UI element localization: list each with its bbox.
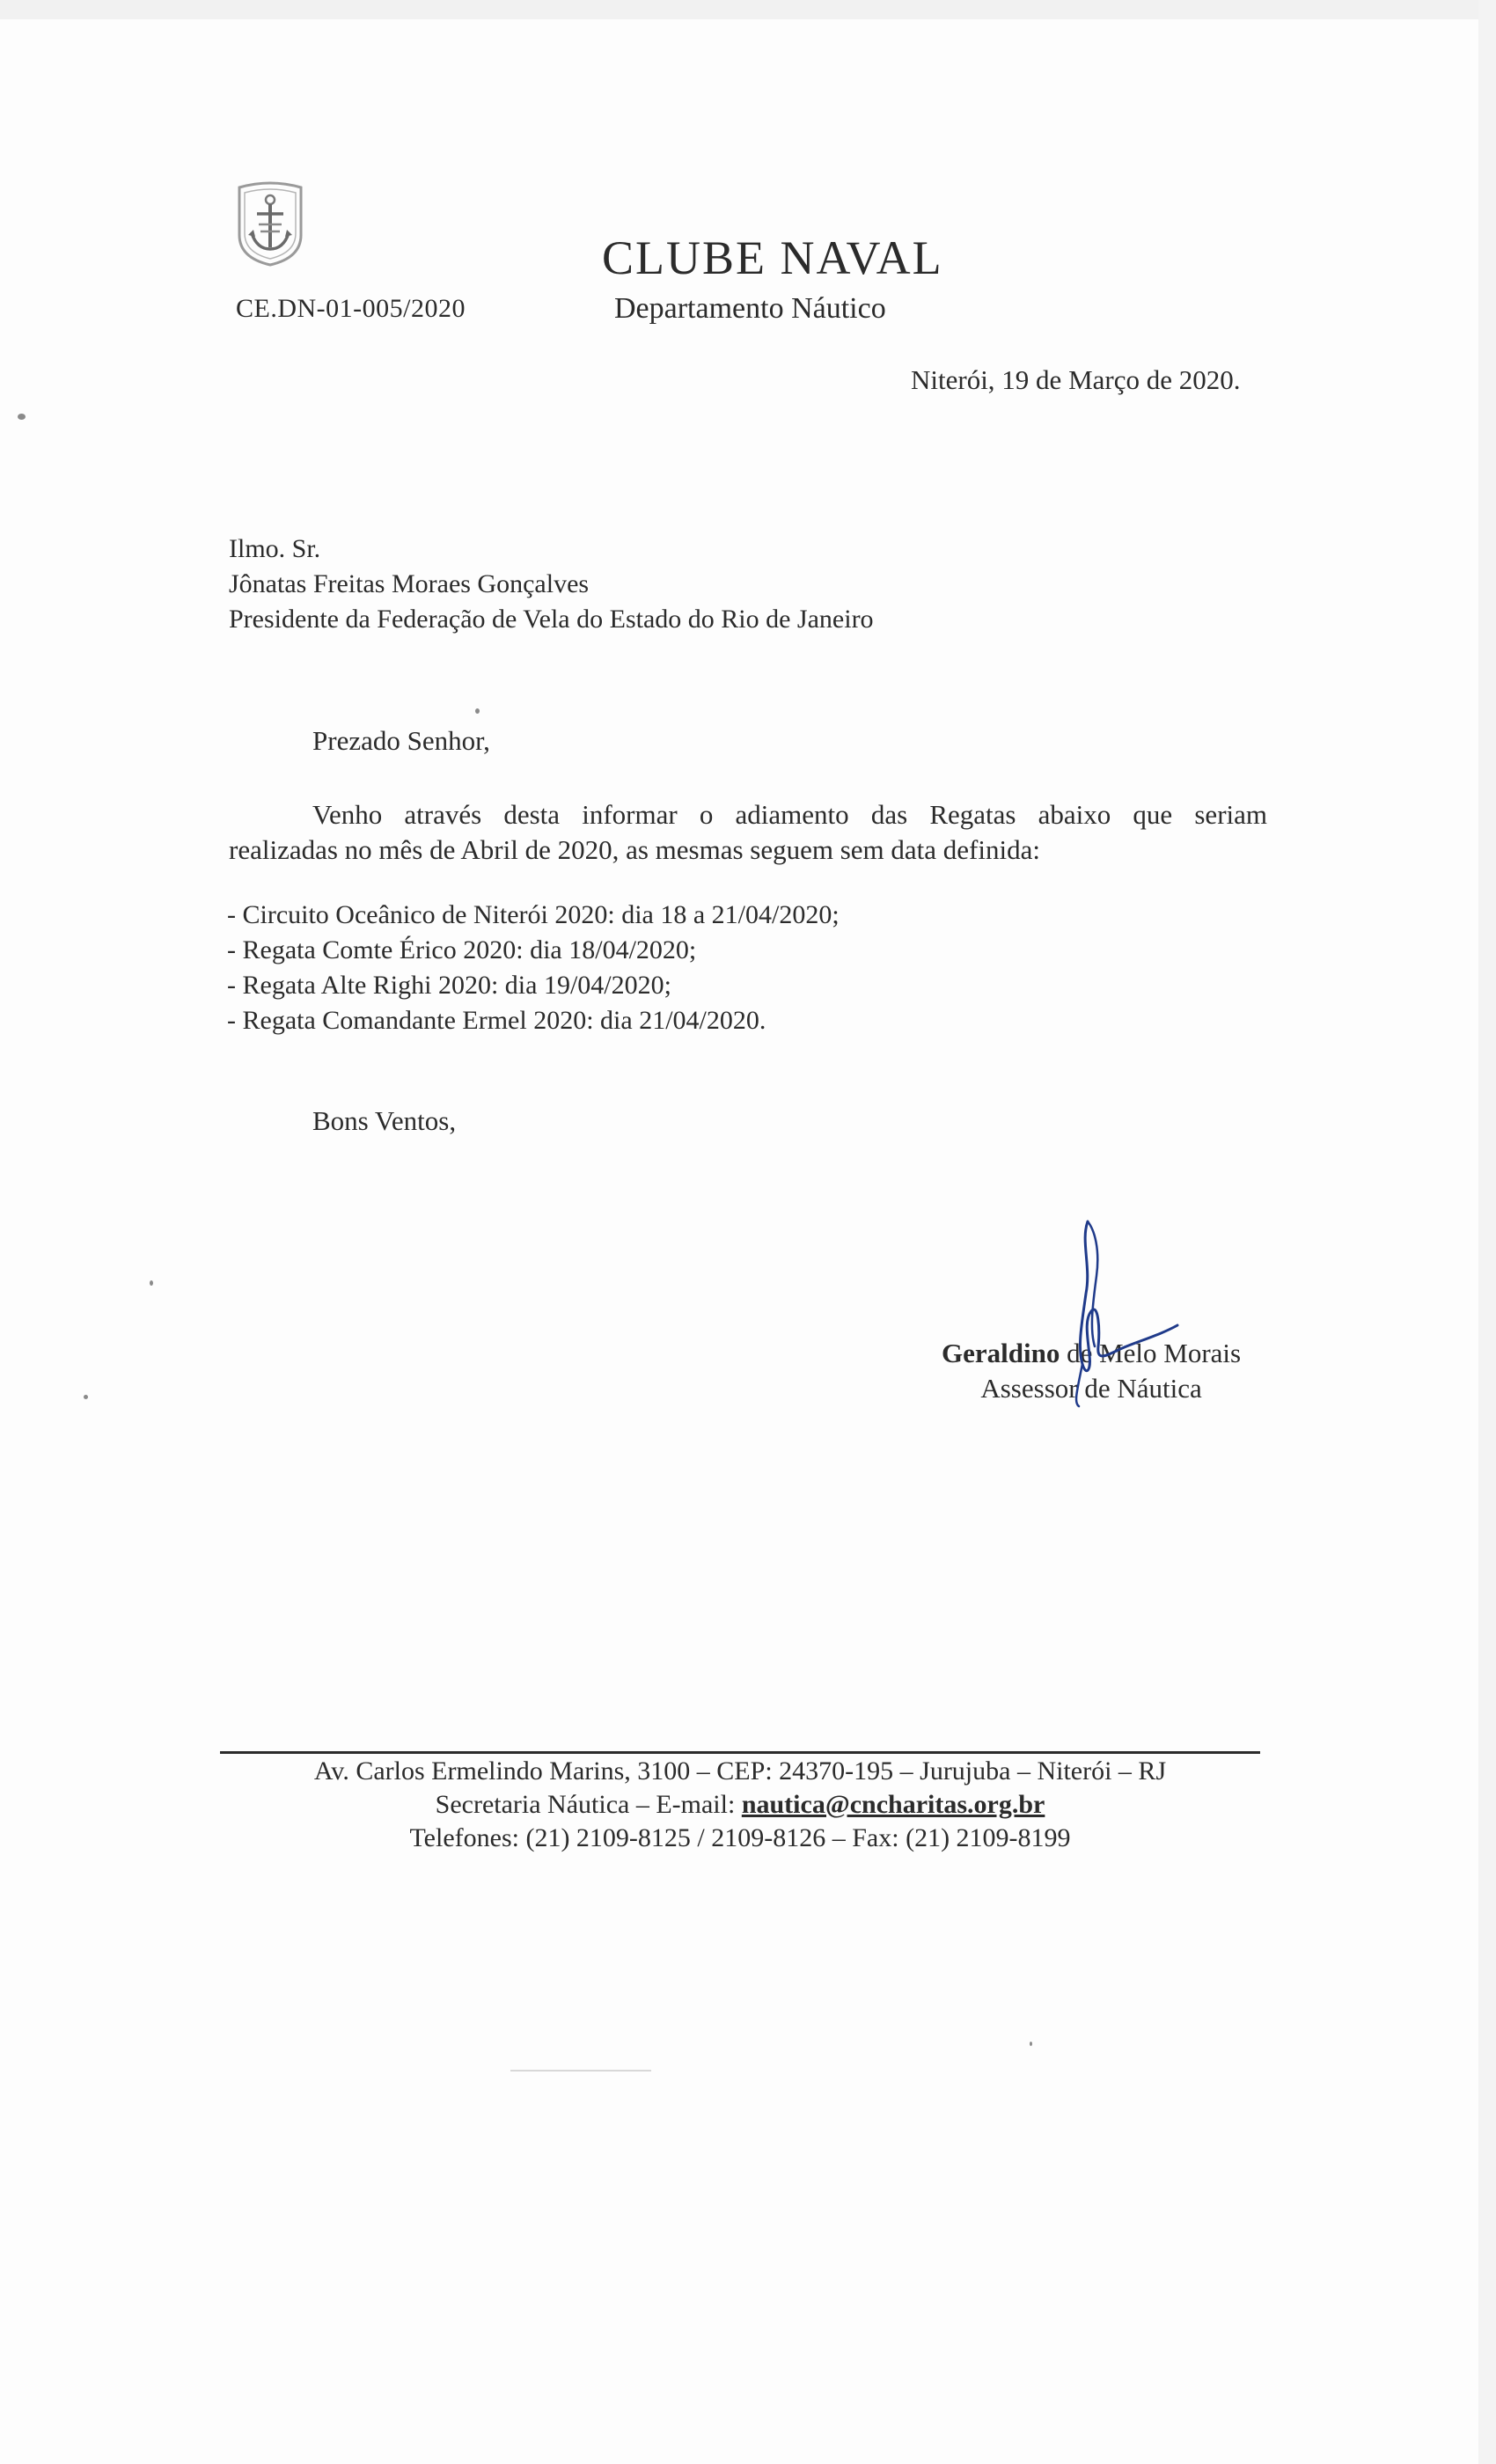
signer-first-name: Geraldino — [942, 1338, 1060, 1368]
addressee-title: Ilmo. Sr. — [229, 534, 321, 563]
anchor-emblem-icon — [231, 180, 310, 268]
addressee-position: Presidente da Federação de Vela do Estado do Rio de Janeiro — [229, 605, 874, 634]
event-item: - Circuito Oceânico de Niterói 2020: dia 18 a 21/04/2020; — [227, 900, 840, 929]
events-list — [227, 898, 840, 1038]
body-paragraph — [229, 797, 1267, 868]
addressee-name: Jônatas Freitas Moraes Gonçalves — [229, 569, 590, 598]
footer-secretariat — [220, 1788, 1260, 1822]
body-line-1: Venho através desta informar o adiamento das Regatas abaixo que seriam — [312, 799, 1267, 830]
footer-divider — [220, 1751, 1260, 1754]
place-date: Niterói, 19 de Março de 2020. — [911, 364, 1241, 395]
club-name: CLUBE NAVAL — [602, 231, 943, 284]
handwritten-signature — [1056, 1214, 1214, 1408]
scan-edge-top — [0, 0, 1496, 19]
event-item: - Regata Alte Righi 2020: dia 19/04/2020; — [227, 971, 671, 1000]
signer-role: Assessor de Náutica — [980, 1373, 1202, 1404]
body-line-2: realizadas no mês de Abril de 2020, as mesmas seguem sem data definida: — [229, 834, 1040, 865]
scan-speck — [84, 1395, 88, 1399]
scan-edge-right — [1478, 0, 1496, 2464]
scan-speck — [150, 1280, 153, 1286]
department-name: Departamento Náutico — [614, 292, 886, 325]
footer-phones: Telefones: (21) 2109-8125 / 2109-8126 – Fax: (21) 2109-8199 — [409, 1823, 1071, 1852]
event-item: - Regata Comandante Ermel 2020: dia 21/04/2020. — [227, 1006, 766, 1035]
document-reference: CE.DN-01-005/2020 — [236, 294, 466, 323]
scan-speck — [18, 414, 26, 420]
scan-speck — [475, 708, 480, 714]
footer-contact — [220, 1755, 1260, 1855]
scan-speck — [1030, 2042, 1032, 2046]
footer-secretariat-label: Secretaria Náutica – E-mail: — [435, 1790, 736, 1819]
scan-faint-line — [510, 2070, 651, 2072]
salutation: Prezado Senhor, — [312, 725, 490, 756]
closing: Bons Ventos, — [312, 1105, 457, 1136]
signer-last-name: de Melo Morais — [1067, 1338, 1242, 1368]
event-item: - Regata Comte Érico 2020: dia 18/04/2020; — [227, 935, 697, 964]
footer-address: Av. Carlos Ermelindo Marins, 3100 – CEP: 24370-195 – Jurujuba – Niterói – RJ — [313, 1756, 1167, 1786]
addressee-block — [229, 532, 874, 637]
footer-email-link[interactable]: nautica@cncharitas.org.br — [741, 1790, 1045, 1819]
